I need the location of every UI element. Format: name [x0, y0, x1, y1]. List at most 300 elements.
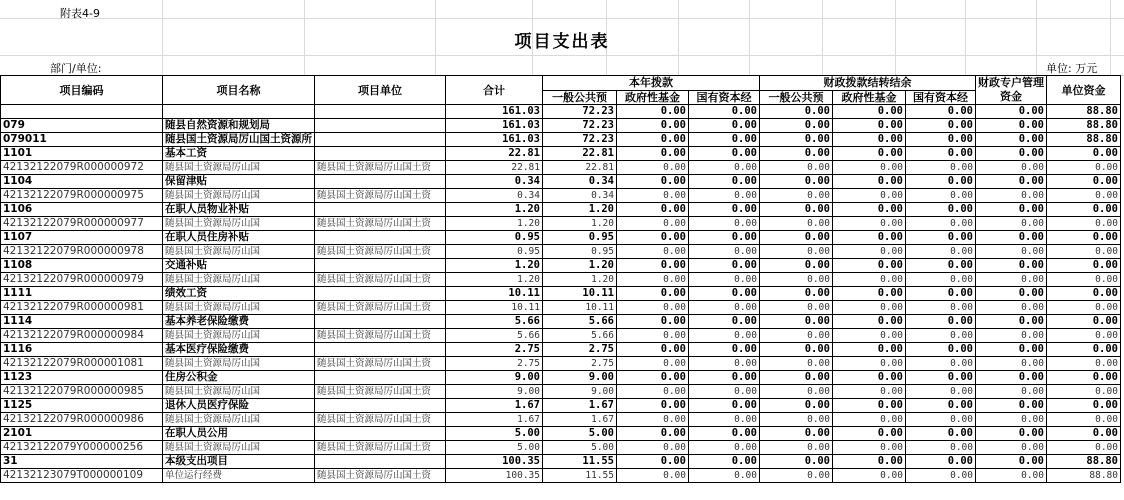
cell-value: 0.00: [976, 469, 1047, 483]
cell-value: 0.00: [689, 329, 760, 343]
cell-value: 0.00: [976, 203, 1047, 217]
cell-unit: [315, 399, 446, 413]
cell-value: 0.00: [1047, 161, 1121, 175]
cell-value: 0.00: [617, 315, 689, 329]
cell-value: 9.00: [543, 385, 617, 399]
cell-value: 0.00: [833, 413, 906, 427]
cell-value: 5.00: [543, 427, 617, 441]
cell-name: 退休人员医疗保险: [163, 399, 315, 413]
cell-value: 1.20: [446, 259, 543, 273]
cell-value: 0.00: [976, 399, 1047, 413]
cell-value: 100.35: [446, 455, 543, 469]
cell-name: 交通补贴: [163, 259, 315, 273]
table-row: [1, 259, 1121, 273]
cell-code: 42132123079T000000109: [1, 469, 163, 483]
col-header-general: 一般公共预: [543, 90, 617, 105]
cell-value: 0.00: [617, 413, 689, 427]
cell-value: 1.67: [446, 413, 543, 427]
cell-value: 0.00: [689, 119, 760, 133]
cell-name: 随县国土资源局厉山国: [163, 441, 315, 455]
cell-value: 0.00: [689, 105, 760, 119]
cell-value: 0.34: [543, 189, 617, 203]
cell-value: 0.00: [760, 455, 833, 469]
cell-code: 1108: [1, 259, 163, 273]
cell-value: 0.00: [833, 371, 906, 385]
cell-value: 0.00: [906, 231, 976, 245]
cell-name: 绩效工资: [163, 287, 315, 301]
cell-value: 0.00: [906, 147, 976, 161]
cell-value: 0.00: [760, 161, 833, 175]
cell-value: 0.00: [833, 469, 906, 483]
cell-value: 0.00: [689, 203, 760, 217]
cell-value: 0.00: [689, 231, 760, 245]
table-row: [1, 217, 1121, 231]
cell-value: 0.00: [976, 161, 1047, 175]
cell-name: 随县国土资源局厉山国: [163, 357, 315, 371]
cell-code: 42132122079R000000972: [1, 161, 163, 175]
annex-label: 附表4-9: [60, 7, 100, 20]
cell-value: 0.00: [617, 161, 689, 175]
cell-value: 0.00: [833, 287, 906, 301]
cell-value: 0.00: [976, 329, 1047, 343]
cell-value: 0.00: [906, 343, 976, 357]
cell-value: 0.00: [976, 385, 1047, 399]
cell-value: 0.00: [617, 399, 689, 413]
cell-code: 079: [1, 119, 163, 133]
table-row: [1, 161, 1121, 175]
cell-value: 0.00: [1047, 287, 1121, 301]
cell-name: 在职人员住房补贴: [163, 231, 315, 245]
table-row: [1, 105, 1121, 119]
table-row: [1, 301, 1121, 315]
cell-value: 22.81: [543, 161, 617, 175]
cell-name: 随县自然资源和规划局: [163, 119, 315, 133]
cell-name: 随县国土资源局厉山国: [163, 385, 315, 399]
cell-value: 0.00: [689, 147, 760, 161]
cell-value: 0.00: [760, 427, 833, 441]
cell-unit: 随县国土资源局厉山国土资: [315, 161, 446, 175]
cell-value: 88.80: [1047, 119, 1121, 133]
cell-value: 0.00: [760, 189, 833, 203]
col-header-state-capital: 国有资本经: [689, 90, 760, 105]
cell-value: 5.00: [446, 441, 543, 455]
cell-value: 0.00: [1047, 245, 1121, 259]
cell-value: 0.00: [906, 217, 976, 231]
cell-value: 0.00: [760, 399, 833, 413]
cell-value: 0.00: [1047, 385, 1121, 399]
cell-value: 0.00: [689, 301, 760, 315]
cell-unit: 随县国土资源局厉山国土资: [315, 329, 446, 343]
cell-value: 0.00: [689, 315, 760, 329]
cell-value: 10.11: [543, 287, 617, 301]
cell-value: 0.00: [617, 427, 689, 441]
cell-value: 0.00: [689, 245, 760, 259]
cell-value: 1.20: [543, 203, 617, 217]
table-row: [1, 189, 1121, 203]
cell-unit: 随县国土资源局厉山国土资: [315, 217, 446, 231]
cell-unit: [315, 371, 446, 385]
cell-value: 0.00: [689, 133, 760, 147]
cell-value: 10.11: [446, 301, 543, 315]
cell-value: 0.00: [760, 119, 833, 133]
table-row: [1, 287, 1121, 301]
cell-code: 1116: [1, 343, 163, 357]
table-row: [1, 413, 1121, 427]
cell-value: 0.00: [617, 385, 689, 399]
cell-value: 0.34: [543, 175, 617, 189]
cell-value: 161.03: [446, 133, 543, 147]
cell-value: 2.75: [543, 343, 617, 357]
cell-code: 42132122079R000000984: [1, 329, 163, 343]
cell-value: 0.00: [689, 441, 760, 455]
cell-value: 2.75: [543, 357, 617, 371]
cell-value: 0.00: [617, 455, 689, 469]
cell-code: 1123: [1, 371, 163, 385]
cell-unit: 随县国土资源局厉山国土资: [315, 413, 446, 427]
col-header-total: 合计: [446, 76, 543, 105]
cell-value: 0.00: [976, 105, 1047, 119]
cell-value: 72.23: [543, 133, 617, 147]
cell-value: 0.00: [833, 329, 906, 343]
cell-code: 1125: [1, 399, 163, 413]
cell-value: 0.00: [976, 217, 1047, 231]
cell-name: 随县国土资源局厉山国: [163, 413, 315, 427]
cell-name: 随县国土资源局厉山国: [163, 161, 315, 175]
cell-value: 0.00: [617, 175, 689, 189]
cell-code: 42132122079R000000986: [1, 413, 163, 427]
table-row: [1, 231, 1121, 245]
col-header-carry-state-capital: 国有资本经: [906, 90, 976, 105]
cell-value: 0.34: [446, 189, 543, 203]
cell-value: 11.55: [543, 469, 617, 483]
cell-value: 0.00: [1047, 413, 1121, 427]
cell-value: 0.00: [833, 273, 906, 287]
cell-name: 随县国土资源局厉山国: [163, 301, 315, 315]
cell-value: 9.00: [446, 371, 543, 385]
cell-value: 72.23: [543, 105, 617, 119]
cell-value: 0.00: [906, 245, 976, 259]
cell-value: 0.00: [617, 259, 689, 273]
table-row: [1, 315, 1121, 329]
cell-value: 1.20: [543, 259, 617, 273]
cell-value: 1.20: [446, 203, 543, 217]
cell-name: 本级支出项目: [163, 455, 315, 469]
col-header-carry-group: 财政拨款结转结余: [760, 76, 976, 91]
cell-value: 0.00: [976, 273, 1047, 287]
table-row: [1, 175, 1121, 189]
table-row: [1, 245, 1121, 259]
cell-value: 0.00: [906, 273, 976, 287]
cell-value: 0.00: [617, 469, 689, 483]
cell-value: 0.00: [906, 357, 976, 371]
cell-value: 72.23: [543, 119, 617, 133]
col-header-carry-gov-fund: 政府性基金: [833, 90, 906, 105]
cell-value: 0.00: [833, 399, 906, 413]
cell-code: 42132122079R000001081: [1, 357, 163, 371]
cell-value: 0.00: [833, 217, 906, 231]
cell-value: 0.00: [1047, 427, 1121, 441]
cell-value: 0.00: [617, 371, 689, 385]
cell-value: 0.00: [1047, 147, 1121, 161]
cell-value: 0.00: [906, 175, 976, 189]
cell-name: 基本工资: [163, 147, 315, 161]
page-title: 项目支出表: [514, 32, 610, 52]
cell-value: 0.00: [617, 189, 689, 203]
cell-value: 0.00: [617, 343, 689, 357]
cell-value: 1.67: [543, 413, 617, 427]
cell-value: 161.03: [446, 119, 543, 133]
cell-unit: 随县国土资源局厉山国土资: [315, 301, 446, 315]
cell-value: 88.80: [1047, 133, 1121, 147]
cell-value: 0.00: [760, 315, 833, 329]
cell-unit: [315, 343, 446, 357]
cell-value: 0.00: [617, 147, 689, 161]
cell-unit: 随县国土资源局厉山国土资: [315, 469, 446, 483]
cell-value: 0.00: [906, 399, 976, 413]
cell-name: 随县国土资源局厉山国: [163, 217, 315, 231]
cell-value: 0.95: [446, 231, 543, 245]
cell-name: 基本医疗保险缴费: [163, 343, 315, 357]
cell-value: 0.00: [617, 105, 689, 119]
cell-code: 1107: [1, 231, 163, 245]
cell-value: 0.00: [906, 287, 976, 301]
cell-unit: [315, 259, 446, 273]
cell-value: 0.00: [906, 455, 976, 469]
cell-unit: [315, 287, 446, 301]
cell-name: 在职人员物业补贴: [163, 203, 315, 217]
cell-value: 0.00: [689, 189, 760, 203]
cell-code: 31: [1, 455, 163, 469]
cell-unit: 随县国土资源局厉山国土资: [315, 189, 446, 203]
cell-value: 0.00: [976, 259, 1047, 273]
cell-value: 5.66: [543, 315, 617, 329]
cell-value: 0.00: [976, 315, 1047, 329]
cell-value: 0.00: [906, 441, 976, 455]
cell-value: 0.00: [617, 119, 689, 133]
cell-value: 0.00: [760, 133, 833, 147]
cell-value: 0.00: [760, 357, 833, 371]
cell-code: 1114: [1, 315, 163, 329]
cell-value: 22.81: [446, 147, 543, 161]
cell-unit: [315, 315, 446, 329]
cell-code: 42132122079R000000979: [1, 273, 163, 287]
cell-value: 0.00: [689, 427, 760, 441]
cell-value: 0.00: [689, 273, 760, 287]
table-row: [1, 427, 1121, 441]
cell-value: 1.20: [543, 273, 617, 287]
cell-name: 保留津贴: [163, 175, 315, 189]
cell-value: 0.00: [760, 343, 833, 357]
cell-value: 0.00: [906, 189, 976, 203]
cell-code: 1111: [1, 287, 163, 301]
cell-unit: 随县国土资源局厉山国土资: [315, 357, 446, 371]
cell-value: 0.00: [689, 413, 760, 427]
cell-value: 0.00: [760, 175, 833, 189]
cell-value: 0.95: [543, 245, 617, 259]
cell-value: 0.00: [1047, 301, 1121, 315]
cell-value: 0.00: [906, 329, 976, 343]
cell-value: 0.00: [760, 273, 833, 287]
cell-value: 0.00: [906, 469, 976, 483]
cell-value: 0.00: [1047, 441, 1121, 455]
cell-unit: 随县国土资源局厉山国土资: [315, 245, 446, 259]
cell-value: 0.00: [833, 455, 906, 469]
cell-value: 5.00: [446, 427, 543, 441]
cell-value: 0.00: [1047, 315, 1121, 329]
cell-value: 0.00: [906, 371, 976, 385]
cell-value: 0.00: [906, 301, 976, 315]
table-row: [1, 203, 1121, 217]
cell-value: 0.00: [833, 203, 906, 217]
cell-value: 0.00: [976, 441, 1047, 455]
col-header-gov-fund: 政府性基金: [617, 90, 689, 105]
table-row: [1, 371, 1121, 385]
cell-value: 0.00: [976, 343, 1047, 357]
cell-value: 0.00: [833, 343, 906, 357]
cell-name: 随县国土资源局厉山国: [163, 189, 315, 203]
cell-value: 0.00: [760, 203, 833, 217]
cell-value: 0.00: [760, 371, 833, 385]
cell-name: 随县国土资源局厉山国: [163, 329, 315, 343]
cell-value: 0.00: [617, 203, 689, 217]
cell-value: 0.00: [689, 343, 760, 357]
cell-value: 0.00: [1047, 371, 1121, 385]
cell-value: 5.66: [446, 315, 543, 329]
cell-value: 0.00: [833, 175, 906, 189]
cell-value: 0.00: [617, 301, 689, 315]
cell-value: 0.00: [689, 371, 760, 385]
cell-name: 在职人员公用: [163, 427, 315, 441]
table-row: [1, 357, 1121, 371]
cell-value: 0.00: [760, 385, 833, 399]
col-header-special-mgmt: 财政专户管理资金: [976, 76, 1047, 105]
cell-value: 0.00: [617, 357, 689, 371]
cell-value: 88.80: [1047, 469, 1121, 483]
cell-value: 0.95: [543, 231, 617, 245]
cell-value: 0.00: [689, 259, 760, 273]
cell-value: 0.00: [833, 385, 906, 399]
cell-value: 0.00: [976, 357, 1047, 371]
cell-value: 88.80: [1047, 105, 1121, 119]
cell-value: 0.00: [976, 287, 1047, 301]
cell-value: 0.00: [760, 329, 833, 343]
cell-value: 0.00: [617, 329, 689, 343]
cell-value: 0.00: [617, 245, 689, 259]
cell-value: 10.11: [446, 287, 543, 301]
cell-unit: 随县国土资源局厉山国土资: [315, 273, 446, 287]
col-header-unit-funds: 单位资金: [1047, 76, 1121, 105]
cell-value: 0.00: [976, 427, 1047, 441]
cell-value: 0.00: [833, 427, 906, 441]
cell-value: 0.00: [906, 413, 976, 427]
cell-value: 0.00: [833, 119, 906, 133]
cell-code: 42132122079R000000985: [1, 385, 163, 399]
cell-value: 2.75: [446, 357, 543, 371]
cell-code: 1101: [1, 147, 163, 161]
cell-name: 基本养老保险缴费: [163, 315, 315, 329]
cell-value: 0.00: [1047, 357, 1121, 371]
cell-value: 0.00: [760, 147, 833, 161]
cell-name: 随县国土资源局厉山国: [163, 273, 315, 287]
cell-value: 0.00: [1047, 343, 1121, 357]
cell-value: 0.00: [833, 189, 906, 203]
cell-value: 0.00: [976, 455, 1047, 469]
cell-unit: [315, 427, 446, 441]
unit-label: 单位: 万元: [1046, 62, 1098, 75]
cell-value: 0.00: [976, 245, 1047, 259]
cell-value: 0.00: [833, 259, 906, 273]
cell-value: 0.00: [689, 399, 760, 413]
cell-value: 0.00: [1047, 217, 1121, 231]
cell-value: 0.00: [833, 161, 906, 175]
cell-value: 11.55: [543, 455, 617, 469]
cell-value: 0.00: [1047, 175, 1121, 189]
col-header-code: 项目编码: [1, 76, 163, 105]
cell-value: 0.00: [906, 427, 976, 441]
cell-value: 0.00: [760, 413, 833, 427]
cell-value: 0.00: [906, 315, 976, 329]
cell-value: 1.20: [543, 217, 617, 231]
cell-value: 0.00: [760, 469, 833, 483]
cell-value: 161.03: [446, 105, 543, 119]
cell-value: 0.00: [906, 119, 976, 133]
cell-value: 0.00: [833, 245, 906, 259]
cell-value: 0.00: [760, 259, 833, 273]
cell-value: 0.00: [833, 133, 906, 147]
cell-value: 0.95: [446, 245, 543, 259]
cell-value: 9.00: [446, 385, 543, 399]
cell-value: 0.00: [689, 287, 760, 301]
cell-value: 1.20: [446, 217, 543, 231]
cell-value: 0.00: [760, 231, 833, 245]
cell-value: 0.00: [689, 357, 760, 371]
table-row: [1, 455, 1121, 469]
table-row: [1, 273, 1121, 287]
table-row: [1, 343, 1121, 357]
cell-value: 0.00: [976, 147, 1047, 161]
cell-value: 0.00: [906, 385, 976, 399]
cell-unit: [315, 175, 446, 189]
cell-value: 1.67: [543, 399, 617, 413]
cell-value: 0.00: [1047, 259, 1121, 273]
cell-name: [163, 105, 315, 119]
cell-value: 0.00: [1047, 189, 1121, 203]
cell-name: 随县国土资源局厉山国: [163, 245, 315, 259]
table-row: [1, 133, 1121, 147]
cell-value: 100.35: [446, 469, 543, 483]
col-header-unit: 项目单位: [315, 76, 446, 105]
cell-unit: [315, 119, 446, 133]
cell-code: 42132122079R000000975: [1, 189, 163, 203]
cell-value: 5.00: [543, 441, 617, 455]
cell-code: 1106: [1, 203, 163, 217]
cell-code: 42132122079R000000977: [1, 217, 163, 231]
table-row: [1, 147, 1121, 161]
cell-name: 单位运行经费: [163, 469, 315, 483]
cell-value: 0.00: [760, 105, 833, 119]
cell-value: 0.00: [617, 217, 689, 231]
col-header-carry-general: 一般公共预: [760, 90, 833, 105]
cell-value: 0.00: [1047, 329, 1121, 343]
cell-value: 0.00: [906, 161, 976, 175]
cell-value: 0.00: [976, 119, 1047, 133]
cell-value: 0.00: [617, 287, 689, 301]
cell-unit: [315, 455, 446, 469]
cell-value: 0.34: [446, 175, 543, 189]
table-row: [1, 441, 1121, 455]
col-header-current-group: 本年拨款: [543, 76, 760, 91]
table-row: [1, 399, 1121, 413]
